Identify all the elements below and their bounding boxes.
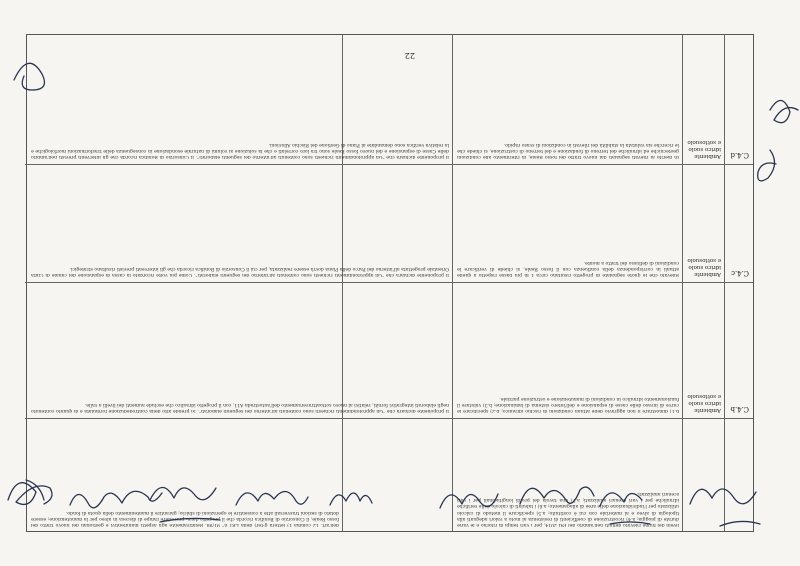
row-proposal: In merito ai rilevati segnalati dal nuovo tratto del fosso Reale, in riferimento alle condizioni geotecniche ed idrauliche del terreno di fondazione e del terreno di costruzione, si chiede che le ricerche sia valutata la stabilità dei rilevati in condizioni di svaso rapido. xyxy=(457,141,679,159)
signature-9 xyxy=(690,489,760,526)
row-category: Ambiente idrico suolo e sottosuolo xyxy=(687,139,721,159)
row-proposal: b.1) dimostrare il non aggravio delle attuali condizioni di rischio idraulico; b.2) specificare le curve di invaso delle casse di espansione e dell'intero sistema di laminazione; b.3) valutare il funzionamento idraulico in condizioni di manutenzione e ostruzione parziale. xyxy=(457,395,679,413)
signature-2 xyxy=(70,491,162,508)
signature-12 xyxy=(758,150,776,181)
signature-4 xyxy=(236,491,308,505)
row-response: Il proponente dichiara che "Gli approfondimenti richiesti sono contenuti all'interno dei seguenti elaborati". Come più volte ricordato la cassa di espansione del canale di Cinta Orientale progettata all'interno del Parco della Piana dovrà essere realizzata, per cui il Consorzio di Bonifica ricorda che gli interventi previsti risultano strategici. xyxy=(31,265,449,277)
row-category: Ambiente idrico suolo e sottosuolo xyxy=(687,393,721,413)
row-response: dell'art. 12 comma 1) lettera g-ter) della LRT n° 91/98. Relativamente agli aspetti manutentivi e gestionali del nuovo tratto del fosso Reale, il Consorzio di Bonifica ricorda che il progetto deve: prevedere rampe di discesa in alveo per la manutenzione; essere dotato di sezioni trasversali atte a consentire le operazioni di sfalcio; garantire il mantenimento della quota di fondo. xyxy=(31,509,339,527)
page-number: 22 xyxy=(404,51,415,60)
signature-7 xyxy=(520,487,594,504)
signature-3 xyxy=(150,487,220,522)
row-response: Il proponente dichiara che "Gli approfondimenti richiesti sono contenuti all'interno dei seguenti elaborati". Il Consorzio di Bonifica ricorda che gli interventi previsti nell'ambito delle Casse di espansione e del nuovo fosso Reale sono tra loro correlati e che la soluzione ai volumi di naturale esondazione in conseguenza delle trasformazioni morfologiche e la relativa verifica sono demandate al Piano di Gestione del Rischio Alluvioni. xyxy=(31,141,449,159)
signature-10 xyxy=(14,63,44,90)
signature-6 xyxy=(440,494,498,508)
row-code: C.4.b xyxy=(730,405,749,413)
row-proposal: Rilevato che le quote segnalate di progetto risultano circa 1 m più basse rispetto a quelle attuali in corrispondenza della confluenza con il fosso Reale, si chiede di verificare le condizioni di deflusso del tratto a monte. xyxy=(457,259,679,277)
row-code: C.4.c xyxy=(731,269,749,277)
row-proposal: livelli del fiume rilevato definiti nell'ambito del PAI 2014, per i vari tempi di ritorno e le varie durate di pioggia; a.4) ricostruzione di coefficienti di resistenza al moto a valori adeguati alla tipologia di alveo e al materiale con cui è costituito; a.5) specificare il metodo di calcolo utilizzato per l'individuazione delle aree di allagamento; a.6) i tabulati di calcolo delle verifiche idrauliche per i vari scenari analizzati; a.7) una tavola dei profili longitudinali per i vari scenari analizzati. xyxy=(457,490,679,527)
signature-11 xyxy=(770,100,798,122)
row-response: Il proponente dichiara che "Gli approfondimenti richiesti sono contenuti all'interno dei seguenti elaborati". Si prende atto della controdeduzione formulata e di quanto contenuto negli elaborati integrativi forniti, relativi al nuovo sottoattraversamento dell'autostrada A11, con il progetto idraulico che esclude aumenti dei livelli a valle. xyxy=(31,401,449,413)
signature-1 xyxy=(8,480,52,504)
signature-5 xyxy=(330,493,372,505)
signature-8 xyxy=(600,493,650,524)
row-code: C.4.d xyxy=(730,151,749,159)
row-category: Ambiente idrico suolo e sottosuolo xyxy=(687,257,721,277)
